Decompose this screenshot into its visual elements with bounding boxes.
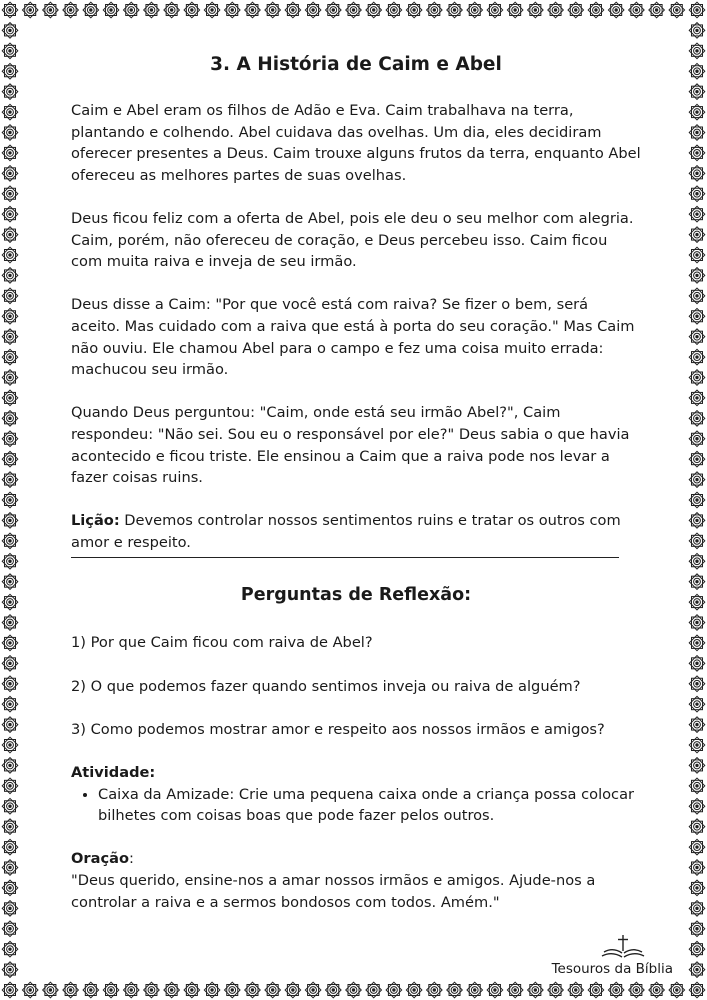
ornamental-knot-icon — [689, 676, 705, 692]
ornamental-knot-icon — [467, 982, 483, 998]
ornamental-knot-icon — [103, 982, 119, 998]
ornamental-knot-icon — [689, 63, 705, 79]
ornamental-knot-icon — [689, 717, 705, 733]
ornamental-knot-icon — [2, 635, 18, 651]
page-title: 3. A História de Caim e Abel — [210, 54, 502, 75]
ornamental-knot-icon — [2, 533, 18, 549]
ornamental-knot-icon — [144, 2, 160, 18]
ornamental-knot-icon — [2, 268, 18, 284]
ornamental-knot-icon — [2, 737, 18, 753]
ornamental-knot-icon — [689, 941, 705, 957]
ornamental-knot-icon — [204, 982, 220, 998]
ornamental-knot-icon — [568, 982, 584, 998]
ornamental-knot-icon — [467, 2, 483, 18]
ornamental-knot-icon — [2, 860, 18, 876]
ornamental-knot-icon — [689, 125, 705, 141]
ornamental-knot-icon — [285, 982, 301, 998]
prayer-colon: : — [128, 850, 134, 868]
ornamental-knot-icon — [689, 411, 705, 427]
ornamental-knot-icon — [265, 2, 281, 18]
ornamental-knot-icon — [2, 411, 18, 427]
ornamental-knot-icon — [689, 84, 705, 100]
ornamental-knot-icon — [2, 166, 18, 182]
ornamental-knot-icon — [2, 206, 18, 222]
ornamental-knot-icon — [649, 982, 665, 998]
ornamental-knot-icon — [43, 2, 59, 18]
ornamental-knot-icon — [689, 145, 705, 161]
ornamental-knot-icon — [689, 921, 705, 937]
ornamental-knot-icon — [2, 329, 18, 345]
story-paragraph-3: Deus disse a Caim: "Por que você está com raiva? Se fizer o bem, será aceito. Mas cuidado com a raiva que está à porta do seu coração." Mas Caim não ouviu. Ele chamou Abel para o campo e fez uma coisa muito errada: machucou seu irmão. — [71, 296, 635, 379]
reflection-heading: Perguntas de Reflexão: — [240, 585, 472, 606]
ornamental-knot-icon — [2, 125, 18, 141]
ornamental-knot-icon — [689, 2, 705, 18]
ornamental-knot-icon — [528, 2, 544, 18]
ornamental-knot-icon — [2, 778, 18, 794]
ornamental-knot-icon — [689, 839, 705, 855]
ornamental-knot-icon — [245, 982, 261, 998]
ornamental-knot-icon — [184, 2, 200, 18]
ornamental-knot-icon — [649, 2, 665, 18]
ornamental-knot-icon — [507, 2, 523, 18]
ornamental-knot-icon — [346, 2, 362, 18]
ornamental-knot-icon — [103, 2, 119, 18]
ornamental-knot-icon — [2, 84, 18, 100]
ornamental-knot-icon — [689, 778, 705, 794]
ornamental-knot-icon — [689, 186, 705, 202]
ornamental-knot-icon — [2, 43, 18, 59]
reflection-question-2: 2) O que podemos fazer quando sentimos inveja ou raiva de alguém? — [71, 677, 581, 695]
ornamental-knot-icon — [326, 2, 342, 18]
ornamental-knot-icon — [689, 656, 705, 672]
ornamental-knot-icon — [2, 308, 18, 324]
ornamental-knot-icon — [224, 2, 240, 18]
ornamental-knot-icon — [184, 982, 200, 998]
ornamental-knot-icon — [2, 451, 18, 467]
ornamental-knot-icon — [83, 2, 99, 18]
ornamental-knot-icon — [689, 268, 705, 284]
ornamental-knot-icon — [689, 696, 705, 712]
ornamental-knot-icon — [386, 982, 402, 998]
ornamental-knot-icon — [2, 349, 18, 365]
ornamental-knot-icon — [689, 349, 705, 365]
ornamental-knot-icon — [2, 941, 18, 957]
ornamental-knot-icon — [2, 145, 18, 161]
ornamental-knot-icon — [386, 2, 402, 18]
ornamental-knot-icon — [2, 982, 18, 998]
ornamental-knot-icon — [83, 982, 99, 998]
ornamental-knot-icon — [2, 615, 18, 631]
ornamental-knot-icon — [689, 962, 705, 978]
ornamental-knot-icon — [689, 390, 705, 406]
ornamental-knot-icon — [689, 737, 705, 753]
ornamental-knot-icon — [689, 758, 705, 774]
ornamental-knot-icon — [2, 921, 18, 937]
divider-line — [71, 557, 619, 558]
ornamental-knot-icon — [164, 982, 180, 998]
ornamental-knot-icon — [2, 104, 18, 120]
ornamental-knot-icon — [2, 962, 18, 978]
ornamental-knot-icon — [689, 472, 705, 488]
ornamental-knot-icon — [2, 227, 18, 243]
ornamental-knot-icon — [2, 819, 18, 835]
ornamental-knot-icon — [689, 635, 705, 651]
ornamental-knot-icon — [689, 553, 705, 569]
activity-item: • Caixa da Amizade: Crie uma pequena caixa onde a criança possa colocar bilhetes com coisas boas que pode fazer pelos outros. — [98, 784, 641, 827]
ornamental-knot-icon — [2, 472, 18, 488]
ornamental-knot-icon — [689, 513, 705, 529]
ornamental-knot-icon — [2, 390, 18, 406]
ornamental-knot-icon — [285, 2, 301, 18]
prayer-text: "Deus querido, ensine-nos a amar nossos irmãos e amigos. Ajude-nos a controlar a raiva e a sermos bondosos com todos. Amém." — [71, 872, 596, 911]
brand-name: Tesouros da Bíblia — [551, 961, 673, 977]
ornamental-knot-icon — [2, 656, 18, 672]
ornamental-knot-icon — [629, 982, 645, 998]
ornamental-knot-icon — [366, 982, 382, 998]
ornamental-knot-icon — [608, 2, 624, 18]
ornamental-knot-icon — [689, 451, 705, 467]
ornamental-knot-icon — [689, 329, 705, 345]
ornamental-knot-icon — [507, 982, 523, 998]
ornamental-knot-icon — [427, 2, 443, 18]
lesson-label: Lição: — [71, 512, 120, 530]
ornamental-knot-icon — [689, 227, 705, 243]
ornamental-knot-icon — [2, 2, 18, 18]
ornamental-knot-icon — [689, 574, 705, 590]
ornamental-knot-icon — [689, 880, 705, 896]
ornamental-knot-icon — [528, 982, 544, 998]
ornamental-knot-icon — [588, 2, 604, 18]
ornamental-knot-icon — [2, 696, 18, 712]
ornamental-knot-icon — [305, 2, 321, 18]
ornamental-knot-icon — [2, 492, 18, 508]
ornamental-knot-icon — [447, 2, 463, 18]
ornamental-knot-icon — [43, 982, 59, 998]
open-bible-cross-icon — [601, 934, 645, 960]
ornamental-knot-icon — [2, 553, 18, 569]
ornamental-knot-icon — [689, 901, 705, 917]
ornamental-knot-icon — [22, 2, 38, 18]
ornamental-knot-icon — [689, 798, 705, 814]
ornamental-knot-icon — [366, 2, 382, 18]
ornamental-knot-icon — [2, 717, 18, 733]
ornamental-knot-icon — [2, 247, 18, 263]
ornamental-knot-icon — [689, 166, 705, 182]
lesson-text: Devemos controlar nossos sentimentos ruins e tratar os outros com amor e respeito. — [71, 512, 621, 551]
ornamental-knot-icon — [2, 513, 18, 529]
lesson-paragraph — [71, 510, 641, 553]
ornamental-knot-icon — [63, 2, 79, 18]
ornamental-knot-icon — [2, 63, 18, 79]
activity-list — [71, 784, 641, 827]
ornamental-knot-icon — [123, 2, 139, 18]
ornamental-knot-icon — [669, 2, 685, 18]
ornamental-knot-icon — [689, 23, 705, 39]
ornamental-knot-icon — [2, 574, 18, 590]
ornamental-knot-icon — [144, 982, 160, 998]
ornamental-knot-icon — [2, 288, 18, 304]
ornamental-knot-icon — [63, 982, 79, 998]
ornamental-knot-icon — [447, 982, 463, 998]
ornamental-knot-icon — [2, 798, 18, 814]
ornamental-knot-icon — [548, 2, 564, 18]
ornamental-knot-icon — [2, 431, 18, 447]
ornamental-knot-icon — [2, 186, 18, 202]
activity-label: Atividade: — [71, 764, 156, 782]
ornamental-knot-icon — [265, 982, 281, 998]
ornamental-knot-icon — [689, 615, 705, 631]
ornamental-knot-icon — [346, 982, 362, 998]
ornamental-knot-icon — [2, 676, 18, 692]
ornamental-knot-icon — [548, 982, 564, 998]
ornamental-knot-icon — [689, 247, 705, 263]
ornamental-knot-icon — [2, 23, 18, 39]
ornamental-knot-icon — [164, 2, 180, 18]
ornamental-knot-icon — [588, 982, 604, 998]
ornamental-knot-icon — [22, 982, 38, 998]
ornamental-knot-icon — [487, 2, 503, 18]
ornamental-knot-icon — [245, 2, 261, 18]
story-paragraph-1: Caim e Abel eram os filhos de Adão e Eva. Caim trabalhava na terra, plantando e colhendo. Abel cuidava das ovelhas. Um dia, eles decidiram oferecer presentes a Deus. Caim trouxe alguns frutos da terra, enquanto Abel ofereceu as melhores partes de suas ovelhas. — [71, 102, 641, 184]
ornamental-knot-icon — [224, 982, 240, 998]
ornamental-knot-icon — [2, 370, 18, 386]
ornamental-knot-icon — [689, 982, 705, 998]
ornamental-knot-icon — [2, 901, 18, 917]
ornamental-knot-icon — [2, 758, 18, 774]
reflection-question-1: 1) Por que Caim ficou com raiva de Abel? — [71, 634, 373, 652]
worksheet-content — [71, 52, 641, 935]
ornamental-knot-icon — [689, 431, 705, 447]
ornamental-knot-icon — [689, 370, 705, 386]
ornamental-knot-icon — [487, 982, 503, 998]
ornamental-knot-icon — [689, 492, 705, 508]
ornamental-knot-icon — [689, 206, 705, 222]
story-paragraph-2: Deus ficou feliz com a oferta de Abel, pois ele deu o seu melhor com alegria. Caim, porém, não ofereceu de coração, e Deus percebeu isso. Caim ficou com muita raiva e inveja de seu irmão. — [71, 209, 634, 271]
ornamental-knot-icon — [689, 308, 705, 324]
ornamental-knot-icon — [305, 982, 321, 998]
ornamental-knot-icon — [689, 819, 705, 835]
ornamental-knot-icon — [689, 288, 705, 304]
ornamental-knot-icon — [427, 982, 443, 998]
ornamental-knot-icon — [608, 982, 624, 998]
ornamental-knot-icon — [689, 594, 705, 610]
ornamental-knot-icon — [2, 839, 18, 855]
prayer-heading — [71, 848, 641, 870]
ornamental-knot-icon — [2, 880, 18, 896]
ornamental-knot-icon — [629, 2, 645, 18]
ornamental-knot-icon — [689, 104, 705, 120]
ornamental-knot-icon — [689, 533, 705, 549]
reflection-question-3: 3) Como podemos mostrar amor e respeito aos nossos irmãos e amigos? — [71, 720, 605, 738]
ornamental-knot-icon — [669, 982, 685, 998]
ornamental-knot-icon — [689, 43, 705, 59]
ornamental-knot-icon — [326, 982, 342, 998]
ornamental-knot-icon — [204, 2, 220, 18]
ornamental-knot-icon — [406, 2, 422, 18]
brand-logo — [533, 934, 673, 978]
prayer-label: Oração — [71, 850, 129, 868]
story-paragraph-4: Quando Deus perguntou: "Caim, onde está seu irmão Abel?", Caim respondeu: "Não sei. Sou eu o responsável por ele?" Deus sabia o que havia acontecido e ficou triste. Ele ensinou a Caim que a raiva pode nos levar a fazer coisas ruins. — [71, 404, 630, 487]
ornamental-knot-icon — [406, 982, 422, 998]
ornamental-knot-icon — [2, 594, 18, 610]
ornamental-knot-icon — [689, 860, 705, 876]
ornamental-knot-icon — [123, 982, 139, 998]
ornamental-knot-icon — [568, 2, 584, 18]
